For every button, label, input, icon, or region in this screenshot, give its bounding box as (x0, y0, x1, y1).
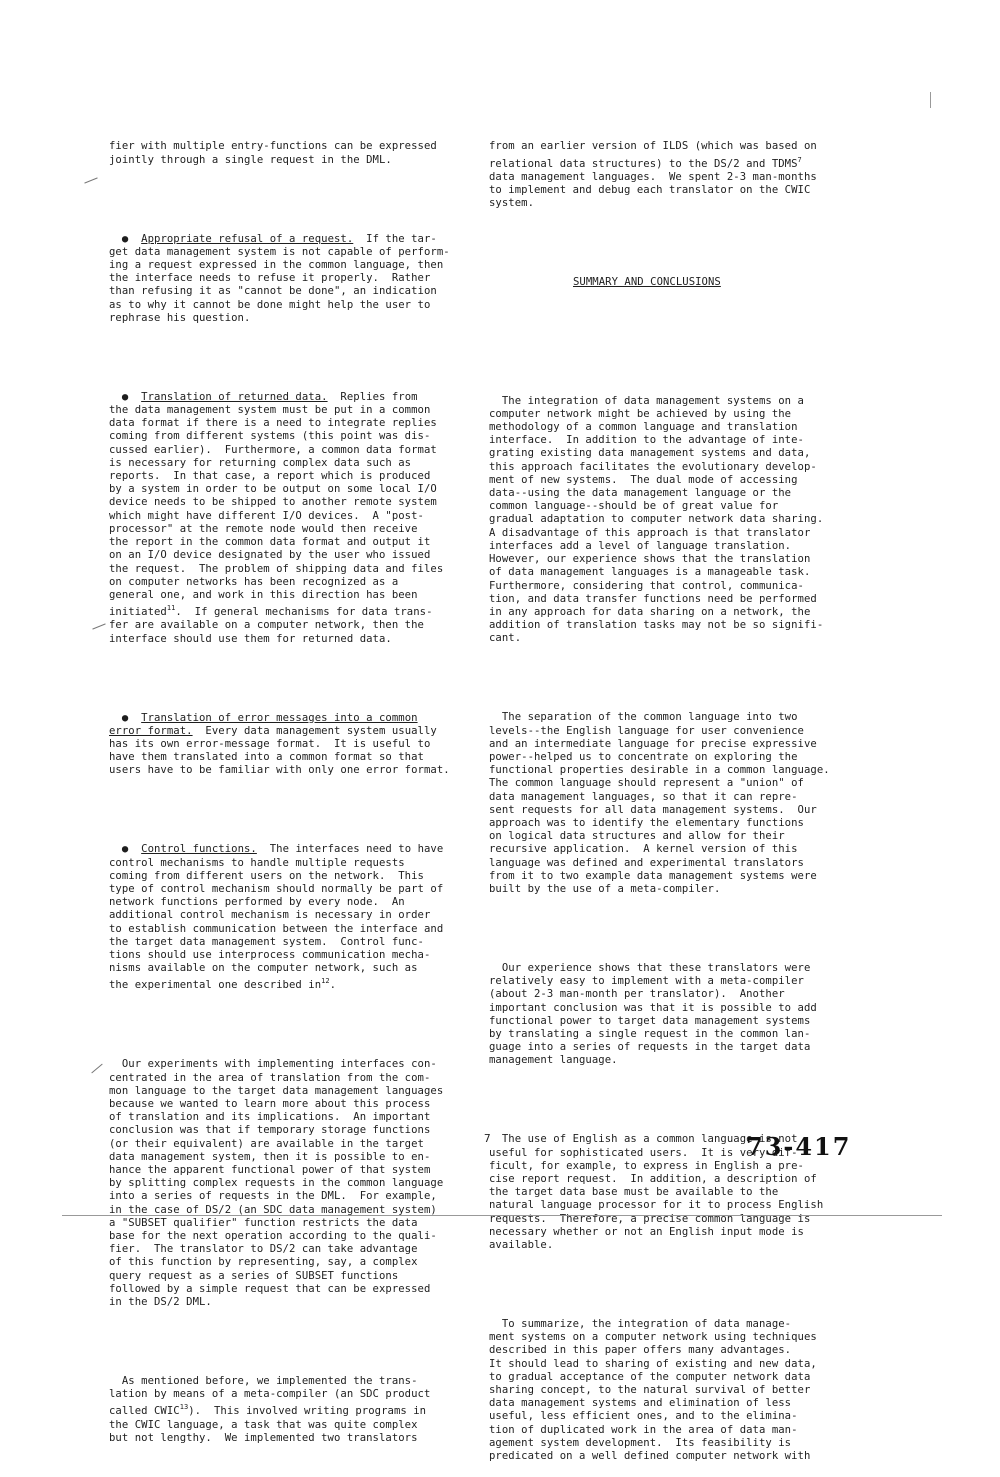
text-line: by splitting complex requests in the common language (109, 1177, 444, 1190)
text-line (109, 975, 484, 992)
text-line: approach was to identify the elementary functions (489, 816, 804, 829)
text-line: computer network might be achieved by using the (489, 407, 792, 420)
text-fragment: . (329, 979, 337, 992)
text-line: coming from different users on the network. This (109, 869, 424, 882)
paragraph-summarize (489, 1318, 869, 1463)
text-line: from an earlier version of ILDS (which was based on (489, 140, 817, 153)
reference-superscript: 12 (321, 977, 330, 986)
text-line: the report in the common data format and output it (109, 536, 431, 549)
text-line: The common language should represent a "union" of (489, 777, 804, 790)
text-line: cant. (489, 632, 522, 645)
text-line: language was defined and experimental translators (489, 856, 804, 869)
text-line (109, 391, 484, 404)
section-heading-text: SUMMARY AND CONCLUSIONS (573, 276, 721, 289)
text-line: sent requests for all data management systems. Our (489, 803, 817, 816)
text-line: in any approach for data sharing on a network, the (489, 605, 811, 618)
text-line: Furthermore, considering that control, communica- (489, 579, 804, 592)
text-line: have them translated into a common format so that (109, 751, 424, 764)
text-line: However, our experience shows that the translation (489, 553, 811, 566)
text-line: hance the apparent functional power of that system (109, 1164, 431, 1177)
bullet-heading: Appropriate refusal of a request. (141, 232, 354, 245)
reference-superscript: 11 (166, 604, 176, 613)
bullet-icon: ● (121, 843, 129, 856)
paragraph-integration (489, 395, 869, 646)
text-line: of translation and its implications. An important (109, 1111, 431, 1124)
text-line: is necessary for returning complex data such as (109, 456, 412, 469)
text-line: tion of duplicated work in the area of data man- (489, 1423, 798, 1436)
text-line: power--helped us to concentrate on exploring the (489, 750, 798, 763)
text-line: data management system, then it is possible to en- (109, 1150, 431, 1163)
text-line: tion, and data transfer functions need be performed (489, 592, 817, 605)
text-line: has its own error-message format. It is useful to (109, 737, 431, 750)
text-line: common language--should be of great value for (489, 500, 779, 513)
text-line: data--using the data management language or the (489, 487, 792, 500)
paragraph-implementation (109, 1375, 484, 1445)
text-line: jointly through a single request in the DML. (109, 153, 392, 166)
text-line: network functions performed by every node. An (109, 896, 405, 909)
text-line: useful, less efficient ones, and to the elimina- (489, 1410, 798, 1423)
text-line: coming from different systems (this point was dis- (109, 430, 431, 443)
text-line: management language. (489, 1054, 618, 1067)
left-column (109, 114, 484, 1458)
text-line: mon language to the target data management languages (109, 1084, 444, 1097)
text-line: recursive application. A kernel version of this (489, 843, 798, 856)
text-line: fier with multiple entry-functions can be expressed (109, 140, 437, 153)
text-line: base for the next operation according to the quali- (109, 1230, 437, 1243)
text-line: (about 2-3 man-month per translator). Another (489, 988, 785, 1001)
text-line: by a system in order to be output on some local I/O (109, 483, 437, 496)
text-line: The use of English as a common language is not (489, 1133, 798, 1146)
text-line: To summarize, the integration of data manage- (489, 1318, 792, 1331)
text-line: functional power to target data management systems (489, 1014, 811, 1027)
text-line: data format if there is a need to integrate replies (109, 417, 437, 430)
bullet-icon: ● (121, 390, 129, 403)
paragraph-experience (489, 962, 869, 1068)
text-line: A disadvantage of this approach is that translator (489, 526, 811, 539)
text-line: The integration of data management systems on a (489, 394, 804, 407)
text-line: cussed earlier). Furthermore, a common data format (109, 443, 437, 456)
text-line (109, 712, 484, 725)
text-line: on computer networks has been recognized as a (109, 575, 399, 588)
text-fragment: The interfaces need to have (256, 843, 444, 856)
text-line: Our experiments with implementing interfaces con- (109, 1058, 437, 1071)
text-line: requests. Therefore, a precise common language is (489, 1212, 811, 1225)
margin-mark (84, 177, 97, 183)
paragraph-separation (489, 711, 869, 896)
text-line: useful for sophisticated users. It is very dif- (489, 1146, 798, 1159)
margin-mark (930, 92, 931, 108)
text-line: data management languages. We spent 2-3 man-months (489, 170, 817, 183)
text-line: processor" at the remote node would then receive (109, 522, 418, 535)
text-line: built by the use of a meta-compiler. (489, 882, 721, 895)
text-line: the target data management system. Control func- (109, 935, 424, 948)
text-line: the request. The problem of shipping data and files (109, 562, 444, 575)
text-line: fer are available on a computer network, then the (109, 619, 424, 632)
bullet-refusal (109, 233, 484, 325)
margin-mark (92, 623, 105, 629)
bullet-icon: ● (121, 232, 129, 245)
text-line: the data management system must be put in a common (109, 404, 431, 417)
text-line (109, 725, 484, 738)
text-line: the interface needs to refuse it properly. Rather (109, 272, 431, 285)
text-line: to gradual acceptance of the computer network data (489, 1370, 811, 1383)
text-fragment: relational data structures) to the DS/2 and TDMS (489, 157, 798, 170)
page-number: 7 (484, 1132, 491, 1145)
text-line: of data management languages is a manageable task. (489, 566, 811, 579)
text-line: tions should use interprocess communication mecha- (109, 948, 431, 961)
text-line: relatively easy to implement with a meta-compiler (489, 975, 804, 988)
text-line: the target data base must be available to the (489, 1186, 779, 1199)
text-line: ment systems on a computer network using techniques (489, 1331, 817, 1344)
text-line: reports. In that case, a report which is produced (109, 470, 431, 483)
text-fragment: initiated (109, 606, 167, 619)
bottom-rule (62, 1215, 942, 1216)
text-fragment: ). This involved writing programs in (188, 1405, 427, 1418)
text-line: general one, and work in this direction has been (109, 588, 418, 601)
text-line: which might have different I/O devices. A "post- (109, 509, 424, 522)
text-line: data management systems and elimination of less (489, 1397, 792, 1410)
reference-superscript: 7 (797, 155, 802, 164)
text-line: from it to two example data management systems were (489, 869, 817, 882)
text-line: because we wanted to learn more about this process (109, 1098, 431, 1111)
text-line: As mentioned before, we implemented the trans- (109, 1375, 418, 1388)
text-line: (or their equivalent) are available in the target (109, 1137, 424, 1150)
text-line: additional control mechanism is necessary in order (109, 909, 431, 922)
text-line: on an I/O device designated by the user who issued (109, 549, 431, 562)
text-line: device needs to be shipped to another remote system (109, 496, 437, 509)
text-line: predicated on a well defined computer network with (489, 1450, 811, 1463)
bullet-heading: Control functions. (141, 843, 257, 856)
text-line: in the case of DS/2 (an SDC data management system) (109, 1203, 437, 1216)
text-line: get data management system is not capable of perform- (109, 245, 450, 258)
text-line: and an intermediate language for precise expressive (489, 737, 817, 750)
text-line: natural language processor for it to process English (489, 1199, 824, 1212)
text-line: this approach facilitates the evolutionary develop- (489, 460, 817, 473)
text-line (109, 1401, 484, 1418)
text-line: on logical data structures and allow for their (489, 830, 785, 843)
text-line: type of control mechanism should normally be part of (109, 882, 444, 895)
text-line: ing a request expressed in the common language, then (109, 259, 444, 272)
text-line: levels--the English language for user convenience (489, 724, 804, 737)
text-line: methodology of a common language and translation (489, 421, 798, 434)
text-line: but not lengthy. We implemented two translators (109, 1431, 418, 1444)
text-line (109, 602, 484, 619)
text-line: as to why it cannot be done might help the user to (109, 298, 431, 311)
text-line: lation by means of a meta-compiler (an SDC product (109, 1388, 431, 1401)
bullet-heading: Translation of error messages into a common (141, 711, 418, 724)
text-fragment: If the tar- (353, 232, 437, 245)
text-line: functional properties desirable in a common language. (489, 764, 830, 777)
bullet-control-functions (109, 843, 484, 992)
text-line: nisms available on the computer network, such as (109, 962, 418, 975)
section-heading (489, 276, 869, 289)
text-line: ment of new systems. The dual mode of accessing (489, 473, 798, 486)
text-line: gradual adaptation to computer network data sharing. (489, 513, 824, 526)
text-line: conclusion was that if temporary storage functions (109, 1124, 431, 1137)
text-line: The separation of the common language into two (489, 711, 798, 724)
text-line: sharing concept, to the natural survival of better (489, 1384, 811, 1397)
text-line: query request as a series of SUBSET functions (109, 1269, 399, 1282)
text-line: interface. In addition to the advantage of inte- (489, 434, 804, 447)
text-line: users have to be familiar with only one error format. (109, 764, 450, 777)
text-line: important conclusion was that it is possible to add (489, 1001, 817, 1014)
text-line: fier. The translator to DS/2 can take advantage (109, 1243, 418, 1256)
text-fragment: the experimental one described in (109, 979, 322, 992)
paragraph-continuation (489, 140, 869, 210)
text-line: by translating a single request in the common lan- (489, 1028, 811, 1040)
text-line: data management languages, so that it can repre- (489, 790, 798, 803)
text-line: system. (489, 197, 534, 210)
text-line (109, 233, 484, 246)
text-line: a "SUBSET qualifier" function restricts the data (109, 1216, 418, 1229)
bullet-heading: Translation of returned data. (141, 390, 328, 403)
text-fragment: Replies from (327, 390, 418, 403)
text-line: necessary whether or not an English input mode is (489, 1225, 804, 1238)
document-number-stamp: 73-417 (746, 1132, 852, 1161)
text-line: control mechanisms to handle multiple requests (109, 856, 405, 869)
text-line: in the DS/2 DML. (109, 1296, 212, 1309)
text-line: centrated in the area of translation from the com- (109, 1071, 431, 1084)
bullet-icon: ● (121, 711, 129, 724)
text-line (109, 843, 484, 856)
text-line: into a series of requests in the DML. For example, (109, 1190, 437, 1203)
text-line: to implement and debug each translator on the CWIC (489, 184, 811, 197)
text-line: interfaces add a level of language translation. (489, 539, 792, 552)
text-line: available. (489, 1239, 554, 1252)
text-line: agement system development. Its feasibility is (489, 1436, 792, 1449)
text-line (489, 154, 869, 171)
right-column (489, 114, 869, 1477)
text-line: grating existing data management systems and data, (489, 447, 811, 460)
text-line: ficult, for example, to express in English a pre- (489, 1159, 804, 1172)
text-line: followed by a simple request that can be expressed (109, 1282, 431, 1295)
text-line: rephrase his question. (109, 311, 251, 324)
text-line: of this function by representing, say, a complex (109, 1256, 418, 1269)
text-line: cise report request. In addition, a description of (489, 1173, 817, 1186)
margin-mark (91, 1064, 102, 1074)
text-line: to establish communication between the interface and (109, 922, 444, 935)
text-line: addition of translation tasks may not be so signifi- (489, 619, 824, 632)
text-line: guage into a series of requests in the target data (489, 1041, 811, 1054)
text-line: than refusing it as "cannot be done", an indication (109, 285, 437, 298)
text-line: the CWIC language, a task that was quite complex (109, 1418, 418, 1431)
text-line: It should lead to sharing of existing and new data, (489, 1357, 817, 1370)
text-line: described in this paper offers many advantages. (489, 1344, 792, 1357)
bullet-translation (109, 391, 484, 646)
paragraph-continuation (109, 140, 484, 166)
reference-superscript: 13 (179, 1403, 189, 1412)
bullet-error-messages (109, 712, 484, 778)
text-fragment: Every data management system usually (192, 724, 437, 737)
paragraph-experiments (109, 1058, 484, 1309)
text-line: Our experience shows that these translators were (489, 961, 811, 974)
bullet-heading: error format. (109, 724, 193, 737)
text-fragment: . If general mechanisms for data trans- (175, 606, 433, 619)
text-fragment: called CWIC (109, 1405, 180, 1418)
text-line: interface should use them for returned data. (109, 632, 392, 645)
